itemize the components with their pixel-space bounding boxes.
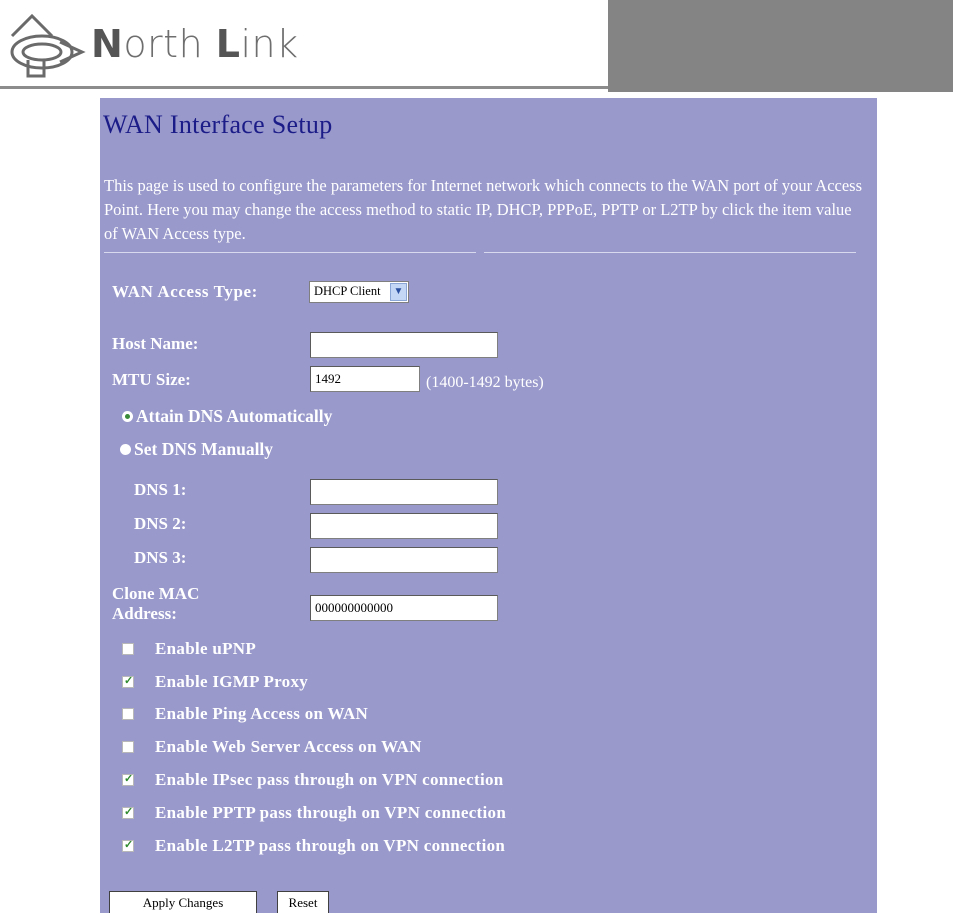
checkmark-icon: ✓ [124, 773, 134, 785]
dns1-label: DNS 1: [134, 480, 187, 499]
checkmark-icon: ✓ [124, 806, 134, 818]
page-title: WAN Interface Setup [103, 110, 333, 139]
clone-mac-label-line1: Clone MAC [112, 584, 200, 603]
enable-pptp-passthrough-label: Enable PPTP pass through on VPN connection [155, 803, 507, 822]
divider [484, 252, 856, 253]
enable-l2tp-passthrough-checkbox[interactable] [122, 840, 134, 852]
brand-logo [4, 8, 304, 78]
mtu-size-hint: (1400-1492 bytes) [426, 374, 544, 391]
radio-selected-dot [125, 414, 130, 419]
enable-igmp-proxy-checkbox[interactable] [122, 676, 134, 688]
enable-ping-access-label: Enable Ping Access on WAN [155, 704, 369, 723]
divider [104, 252, 476, 253]
dns-manual-radio[interactable] [120, 444, 131, 455]
mtu-size-input[interactable] [310, 366, 420, 392]
clone-mac-label [112, 584, 199, 624]
apply-changes-button[interactable]: Apply Changes [109, 891, 257, 913]
brand-name [91, 22, 299, 66]
dns2-input[interactable] [310, 513, 498, 539]
wan-setup-panel [100, 98, 877, 913]
enable-web-server-access-label: Enable Web Server Access on WAN [155, 737, 422, 756]
brand-letter: L [215, 22, 241, 66]
mtu-size-label: MTU Size: [112, 370, 191, 389]
checkmark-icon: ✓ [124, 675, 134, 687]
brand-text: orth [123, 22, 216, 66]
wan-access-type-select[interactable] [309, 281, 409, 303]
brand-text: ink [240, 22, 299, 66]
dns2-label: DNS 2: [134, 514, 187, 533]
dns-auto-radio[interactable] [122, 411, 133, 422]
checkmark-icon: ✓ [124, 839, 134, 851]
enable-ipsec-passthrough-label: Enable IPsec pass through on VPN connection [155, 770, 504, 789]
host-name-input[interactable] [310, 332, 498, 358]
chevron-down-icon[interactable]: ▼ [390, 283, 407, 301]
header-banner [608, 0, 953, 92]
dns1-input[interactable] [310, 479, 498, 505]
enable-l2tp-passthrough-label: Enable L2TP pass through on VPN connection [155, 836, 506, 855]
enable-ipsec-passthrough-checkbox[interactable] [122, 774, 134, 786]
wan-access-type-value: DHCP Client [314, 284, 381, 298]
reset-button[interactable]: Reset [277, 891, 329, 913]
clone-mac-input[interactable] [310, 595, 498, 621]
dns3-label: DNS 3: [134, 548, 187, 567]
enable-ping-access-checkbox[interactable] [122, 708, 134, 720]
header-divider [0, 86, 608, 89]
page-description: This page is used to configure the parameters for Internet network which connects to the WAN port of your Access Point. Here you may change the access method to static IP, DHCP, PPPoE, PPTP or L2TP by click the item value of WAN Access type. [104, 176, 863, 243]
dns3-input[interactable] [310, 547, 498, 573]
enable-upnp-checkbox[interactable] [122, 643, 134, 655]
northlink-logo-icon [4, 8, 88, 80]
dns-manual-label: Set DNS Manually [134, 439, 274, 459]
host-name-label: Host Name: [112, 334, 199, 353]
clone-mac-label-line2: Address: [112, 604, 177, 623]
enable-web-server-access-checkbox[interactable] [122, 741, 134, 753]
enable-upnp-label: Enable uPNP [155, 639, 257, 658]
wan-access-type-label: WAN Access Type: [112, 282, 258, 301]
enable-pptp-passthrough-checkbox[interactable] [122, 807, 134, 819]
brand-letter: N [91, 22, 124, 66]
enable-igmp-proxy-label: Enable IGMP Proxy [155, 672, 309, 691]
dns-auto-label: Attain DNS Automatically [136, 406, 333, 426]
